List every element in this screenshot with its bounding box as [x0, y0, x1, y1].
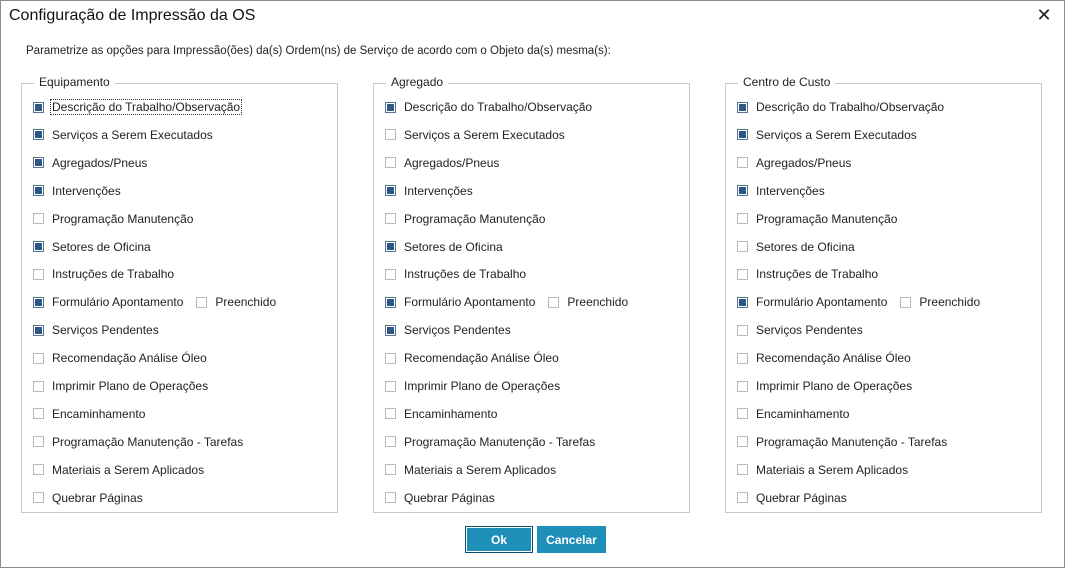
checkbox[interactable]	[737, 464, 748, 475]
checkbox-row[interactable]	[385, 126, 566, 144]
checkbox-row[interactable]	[385, 489, 496, 507]
checkbox[interactable]	[737, 325, 748, 336]
checkbox-label: Recomendação Análise Óleo	[756, 351, 911, 366]
checkbox-label: Descrição do Trabalho/Observação	[52, 100, 241, 114]
checkbox[interactable]	[737, 436, 748, 447]
checkbox-row[interactable]	[33, 182, 122, 200]
checkbox[interactable]	[33, 436, 44, 447]
checkbox-label: Agregados/Pneus	[756, 155, 852, 170]
checkbox-label: Programação Manutenção - Tarefas	[404, 434, 596, 449]
checkbox-row[interactable]	[385, 377, 561, 395]
preenchido-option[interactable]	[196, 295, 277, 309]
checkbox-label: Quebrar Páginas	[404, 490, 495, 505]
checkbox[interactable]	[385, 269, 396, 280]
checkbox-row[interactable]	[385, 321, 512, 339]
checkbox-label: Serviços a Serem Executados	[404, 127, 565, 142]
checkbox-label: Preenchido	[215, 295, 277, 310]
checkbox-label: Recomendação Análise Óleo	[404, 351, 559, 366]
checkbox-row[interactable]	[33, 210, 194, 228]
checkbox-label: Preenchido	[919, 295, 981, 310]
checkbox-row[interactable]	[33, 238, 152, 256]
checkbox-row[interactable]	[737, 377, 913, 395]
checkbox-label: Formulário Apontamento	[756, 295, 888, 310]
checkbox-label: Serviços a Serem Executados	[52, 127, 213, 142]
checkbox-label: Imprimir Plano de Operações	[404, 379, 561, 393]
checkbox[interactable]	[737, 353, 748, 364]
checkbox[interactable]	[737, 408, 748, 419]
checkbox-row[interactable]	[737, 405, 850, 423]
checkbox-label: Agregados/Pneus	[404, 155, 500, 170]
checkbox-row[interactable]	[385, 182, 474, 200]
checkbox-row[interactable]	[737, 210, 898, 228]
checkbox-row[interactable]	[385, 405, 498, 423]
checkbox[interactable]	[33, 408, 44, 419]
checkbox-row[interactable]	[385, 265, 527, 283]
checkbox-label: Serviços a Serem Executados	[756, 127, 917, 142]
checkbox-label: Setores de Oficina	[52, 239, 151, 254]
close-icon[interactable]: ✕	[1036, 5, 1052, 25]
checkbox-label: Recomendação Análise Óleo	[52, 351, 207, 366]
checkbox[interactable]	[33, 185, 44, 196]
checkbox-row[interactable]	[737, 238, 856, 256]
checkbox-row[interactable]	[33, 433, 244, 451]
checkbox[interactable]	[33, 269, 44, 280]
checkbox[interactable]	[737, 157, 748, 168]
checkbox[interactable]	[737, 129, 748, 140]
group-title: Equipamento	[34, 75, 115, 89]
checkbox[interactable]	[385, 102, 396, 113]
checkbox-label: Instruções de Trabalho	[52, 267, 175, 282]
checkbox-row[interactable]	[33, 349, 208, 367]
checkbox[interactable]	[385, 408, 396, 419]
checkbox-label: Programação Manutenção - Tarefas	[52, 434, 244, 449]
checkbox-row[interactable]	[33, 265, 175, 283]
checkbox[interactable]	[33, 297, 44, 308]
checkbox[interactable]	[33, 381, 44, 392]
checkbox-label: Setores de Oficina	[404, 239, 503, 254]
checkbox[interactable]	[900, 297, 911, 308]
checkbox-label: Formulário Apontamento	[52, 295, 184, 310]
checkbox-row[interactable]	[737, 126, 918, 144]
preenchido-option[interactable]	[548, 295, 629, 309]
checkbox[interactable]	[737, 381, 748, 392]
checkbox[interactable]	[385, 353, 396, 364]
checkbox[interactable]	[33, 464, 44, 475]
checkbox[interactable]	[737, 492, 748, 503]
checkbox-row[interactable]	[33, 489, 144, 507]
checkbox-row[interactable]	[737, 349, 912, 367]
checkbox-label: Intervenções	[404, 183, 473, 198]
checkbox-label: Descrição do Trabalho/Observação	[404, 100, 593, 114]
checkbox[interactable]	[385, 129, 396, 140]
checkbox-label: Agregados/Pneus	[52, 155, 148, 170]
checkbox-label: Formulário Apontamento	[404, 295, 536, 310]
group-centro-de-custo	[725, 75, 1042, 513]
checkbox-label: Descrição do Trabalho/Observação	[756, 100, 945, 114]
checkbox-label: Programação Manutenção	[404, 211, 546, 226]
checkbox[interactable]	[33, 157, 44, 168]
checkbox-label: Imprimir Plano de Operações	[756, 379, 913, 393]
checkbox-row[interactable]	[737, 154, 852, 172]
checkbox[interactable]	[385, 185, 396, 196]
checkbox-row[interactable]	[33, 461, 205, 479]
group-agregado	[373, 75, 690, 513]
checkbox-row[interactable]	[385, 349, 560, 367]
checkbox-label: Quebrar Páginas	[52, 490, 143, 505]
checkbox-row[interactable]	[737, 265, 879, 283]
checkbox-label: Intervenções	[756, 183, 825, 198]
checkbox-label: Materiais a Serem Aplicados	[404, 462, 557, 477]
checkbox-label: Encaminhamento	[404, 406, 498, 421]
checkbox-row[interactable]	[385, 238, 504, 256]
checkbox-row[interactable]	[737, 489, 848, 507]
checkbox-label: Materiais a Serem Aplicados	[52, 462, 205, 477]
checkbox-row[interactable]	[33, 405, 146, 423]
checkbox[interactable]	[385, 436, 396, 447]
checkbox-row[interactable]	[33, 98, 241, 116]
checkbox[interactable]	[385, 325, 396, 336]
checkbox[interactable]	[33, 325, 44, 336]
checkbox-row[interactable]	[737, 182, 826, 200]
checkbox-row[interactable]	[385, 293, 629, 311]
checkbox[interactable]	[33, 213, 44, 224]
checkbox[interactable]	[737, 241, 748, 252]
checkbox-row[interactable]	[33, 154, 148, 172]
checkbox[interactable]	[737, 213, 748, 224]
checkbox-label: Encaminhamento	[756, 406, 850, 421]
checkbox-label: Programação Manutenção	[52, 211, 194, 226]
checkbox[interactable]	[385, 297, 396, 308]
checkbox[interactable]	[33, 492, 44, 503]
checkbox[interactable]	[33, 129, 44, 140]
checkbox[interactable]	[737, 297, 748, 308]
intro-text: Parametrize as opções para Impressão(ões) da(s) Ordem(ns) de Serviço de acordo com o Objeto da(s) mesma(s):	[26, 45, 611, 57]
checkbox-row[interactable]	[737, 321, 864, 339]
checkbox-label: Setores de Oficina	[756, 239, 855, 254]
checkbox-label: Preenchido	[567, 295, 629, 310]
checkbox[interactable]	[33, 241, 44, 252]
checkbox-label: Serviços Pendentes	[756, 323, 863, 338]
checkbox[interactable]	[385, 492, 396, 503]
checkbox-label: Instruções de Trabalho	[404, 267, 527, 282]
checkbox[interactable]	[385, 381, 396, 392]
checkbox-label: Imprimir Plano de Operações	[52, 379, 209, 393]
checkbox-row[interactable]	[737, 433, 948, 451]
checkbox-label: Encaminhamento	[52, 406, 146, 421]
checkbox-row[interactable]	[737, 461, 909, 479]
checkbox[interactable]	[737, 185, 748, 196]
checkbox-label: Serviços Pendentes	[52, 323, 159, 338]
checkbox-row[interactable]	[737, 293, 981, 311]
cancel-button[interactable]: Cancelar	[537, 526, 606, 553]
checkbox-label: Intervenções	[52, 183, 121, 198]
checkbox[interactable]	[385, 464, 396, 475]
checkbox[interactable]	[737, 102, 748, 113]
dialog-title: Configuração de Impressão da OS	[9, 7, 256, 24]
checkbox-row[interactable]	[33, 321, 160, 339]
checkbox-label: Programação Manutenção - Tarefas	[756, 434, 948, 449]
checkbox-label: Materiais a Serem Aplicados	[756, 462, 909, 477]
checkbox-row[interactable]	[385, 98, 593, 116]
checkbox-label: Programação Manutenção	[756, 211, 898, 226]
checkbox[interactable]	[385, 157, 396, 168]
checkbox-row[interactable]	[33, 377, 209, 395]
group-title: Agregado	[386, 75, 448, 89]
checkbox[interactable]	[33, 102, 44, 113]
checkbox[interactable]	[33, 353, 44, 364]
checkbox-row[interactable]	[385, 461, 557, 479]
checkbox[interactable]	[196, 297, 207, 308]
checkbox[interactable]	[737, 269, 748, 280]
checkbox[interactable]	[548, 297, 559, 308]
checkbox-label: Instruções de Trabalho	[756, 267, 879, 282]
checkbox-label: Quebrar Páginas	[756, 490, 847, 505]
checkbox-row[interactable]	[33, 293, 277, 311]
checkbox-row[interactable]	[33, 126, 214, 144]
preenchido-option[interactable]	[900, 295, 981, 309]
ok-button[interactable]: Ok	[465, 526, 533, 553]
checkbox-row[interactable]	[737, 98, 945, 116]
group-title: Centro de Custo	[738, 75, 835, 89]
checkbox-label: Serviços Pendentes	[404, 323, 511, 338]
checkbox-row[interactable]	[385, 210, 546, 228]
checkbox-row[interactable]	[385, 154, 500, 172]
checkbox[interactable]	[385, 241, 396, 252]
checkbox-row[interactable]	[385, 433, 596, 451]
checkbox[interactable]	[385, 213, 396, 224]
group-equipamento	[21, 75, 338, 513]
